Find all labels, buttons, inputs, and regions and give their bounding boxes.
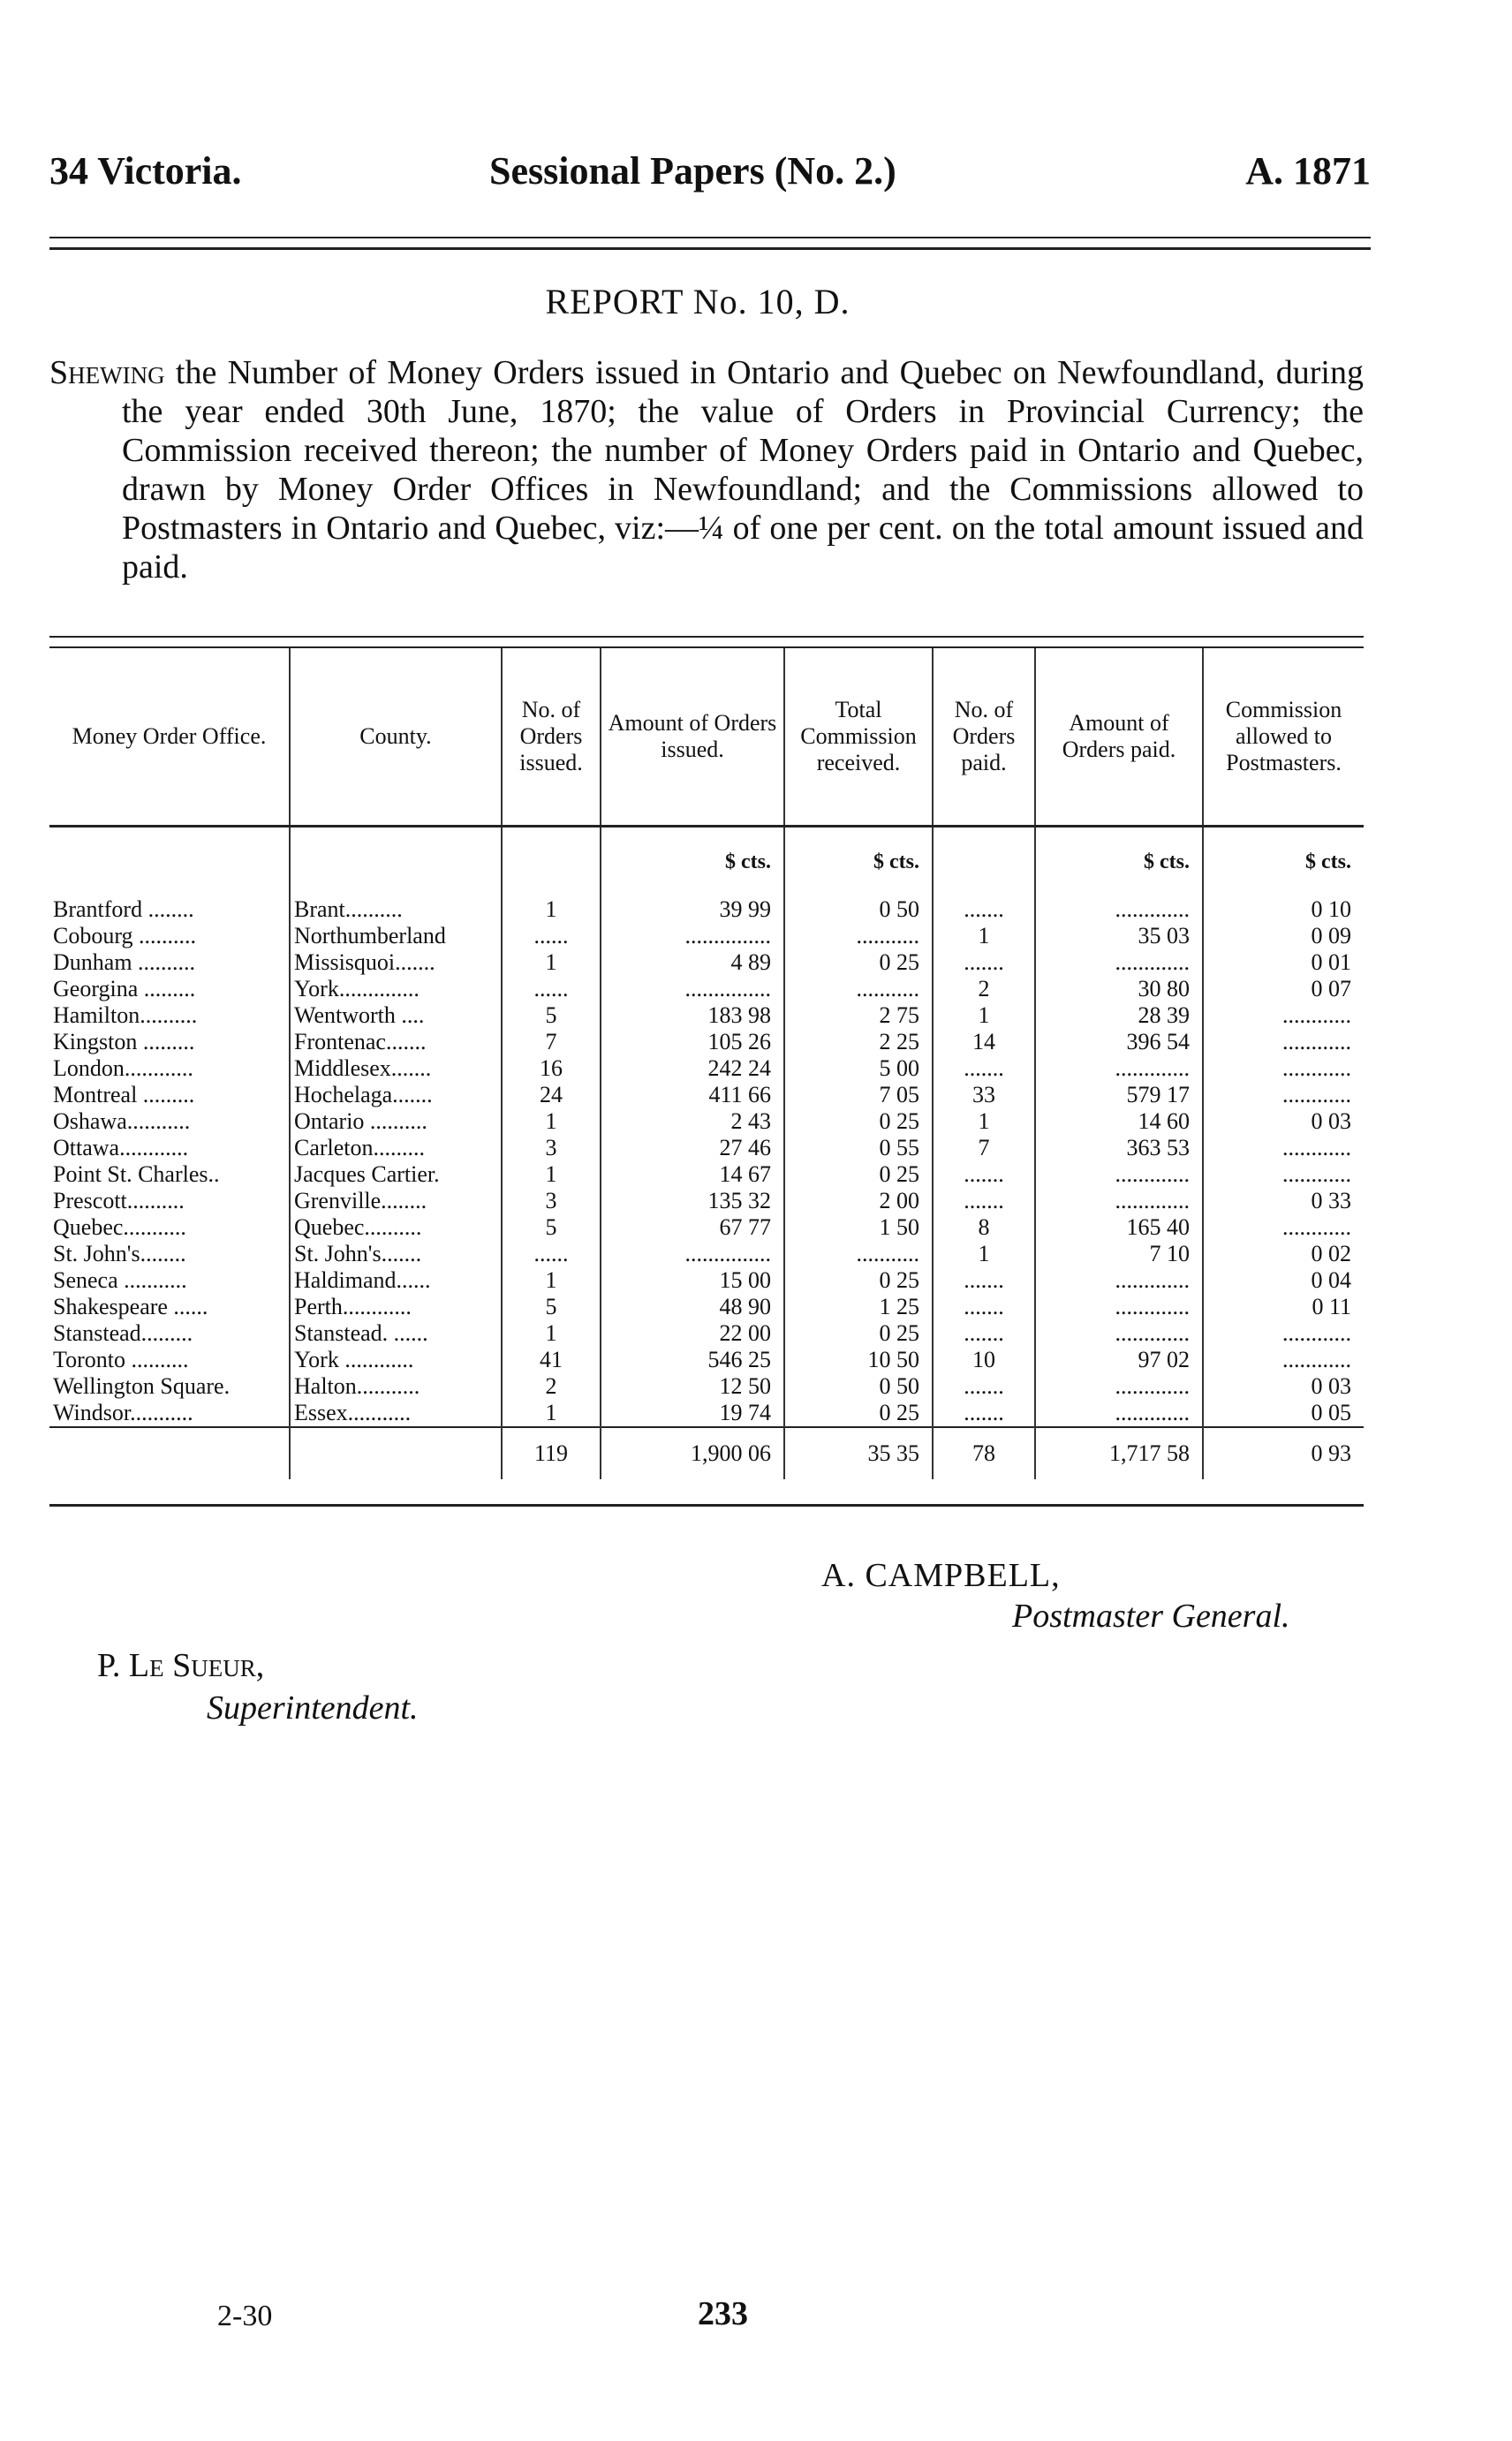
cell-amount-issued: 22 00 (601, 1320, 784, 1347)
cell-allowed: 0 02 (1203, 1241, 1364, 1267)
cell-allowed: ............ (1203, 1214, 1364, 1241)
cell-amount-paid: 7 10 (1035, 1241, 1203, 1267)
cell-amount-issued: 242 24 (601, 1055, 784, 1082)
cell-commission: 2 25 (784, 1029, 933, 1055)
cell-paid: 1 (933, 1002, 1035, 1029)
cell-paid: ....... (933, 1373, 1035, 1400)
cell-paid: 14 (933, 1029, 1035, 1055)
page-number: 233 (698, 2295, 748, 2332)
col-header-paid: No. of Orders paid. (933, 648, 1035, 827)
cell-commission: 10 50 (784, 1347, 933, 1373)
cell-county: Halton........... (290, 1373, 502, 1400)
cell-county: Wentworth .... (290, 1002, 502, 1029)
cell-office: Brantford ........ (53, 896, 194, 922)
cell-amount-issued: 105 26 (601, 1029, 784, 1055)
cell-amount-issued: 39 99 (601, 896, 784, 923)
cell-county: Carleton......... (290, 1135, 502, 1161)
cell-allowed: 0 01 (1203, 949, 1364, 976)
table-row (49, 1320, 1364, 1347)
running-header (49, 148, 1371, 201)
cell-issued: ...... (502, 1241, 601, 1267)
cell-amount-issued: ............... (601, 1241, 784, 1267)
cell-amount-paid: ............. (1035, 1294, 1203, 1320)
cell-office: Prescott.......... (53, 1188, 185, 1213)
table-row (49, 1082, 1364, 1108)
intro-lead: Shewing (49, 354, 165, 391)
cell-office: Wellington Square. (53, 1373, 231, 1399)
cell-issued: 7 (502, 1029, 601, 1055)
cell-paid: 33 (933, 1082, 1035, 1108)
cell-office: Shakespeare ...... (53, 1294, 208, 1319)
cell-issued: ...... (502, 976, 601, 1002)
table-row (49, 1241, 1364, 1267)
cell-county: Jacques Cartier. (290, 1161, 502, 1188)
cell-allowed: ............ (1203, 1029, 1364, 1055)
cell-allowed: 0 11 (1203, 1294, 1364, 1320)
cell-paid: ....... (933, 1267, 1035, 1294)
table-bottom-rule (49, 1504, 1364, 1514)
cell-allowed: 0 09 (1203, 923, 1364, 949)
cell-paid: ....... (933, 896, 1035, 923)
report-title: REPORT No. 10, D. (545, 282, 850, 321)
cell-amount-paid: 30 80 (1035, 976, 1203, 1002)
cell-allowed: 0 03 (1203, 1108, 1364, 1135)
table-row (49, 896, 1364, 923)
cell-commission: 0 25 (784, 1267, 933, 1294)
table-row (49, 976, 1364, 1002)
cell-amount-paid: 579 17 (1035, 1082, 1203, 1108)
cell-amount-issued: 12 50 (601, 1373, 784, 1400)
cell-office: Montreal ......... (53, 1082, 195, 1107)
table-row (49, 923, 1364, 949)
cell-allowed: ............ (1203, 1055, 1364, 1082)
col-header-county: County. (290, 648, 502, 827)
unit-dollars-cents: $ cts. (1203, 827, 1364, 897)
intro-paragraph (49, 353, 1364, 586)
total-issued: 119 (502, 1427, 601, 1479)
units-row (49, 827, 1364, 897)
cell-county: Middlesex....... (290, 1055, 502, 1082)
cell-paid: 7 (933, 1135, 1035, 1161)
cell-amount-issued: 67 77 (601, 1214, 784, 1241)
cell-issued: 24 (502, 1082, 601, 1108)
col-header-issued: No. of Orders issued. (502, 648, 601, 827)
cell-county: Frontenac....... (290, 1029, 502, 1055)
total-amount-issued: 1,900 06 (601, 1427, 784, 1479)
cell-commission: 0 25 (784, 1161, 933, 1188)
cell-county: York.............. (290, 976, 502, 1002)
cell-office: London............ (53, 1055, 193, 1081)
unit-dollars-cents: $ cts. (1035, 827, 1203, 897)
cell-paid: ....... (933, 949, 1035, 976)
total-paid: 78 (933, 1427, 1035, 1479)
cell-allowed: ............ (1203, 1002, 1364, 1029)
cell-county: Grenville........ (290, 1188, 502, 1214)
cell-commission: 0 50 (784, 896, 933, 923)
col-header-allowed: Commission allowed to Postmasters. (1203, 648, 1364, 827)
cell-amount-paid: ............. (1035, 896, 1203, 923)
postmaster-name: A. CAMPBELL, (821, 1557, 1061, 1594)
cell-amount-paid: 97 02 (1035, 1347, 1203, 1373)
cell-office: Quebec........... (53, 1214, 186, 1240)
cell-county: Hochelaga....... (290, 1082, 502, 1108)
cell-allowed: ............ (1203, 1347, 1364, 1373)
superintendent-name: P. Le Sueur, (97, 1647, 265, 1684)
table-row (49, 1400, 1364, 1427)
unit-dollars-cents: $ cts. (784, 827, 933, 897)
cell-amount-paid: ............. (1035, 1400, 1203, 1427)
intro-text: the Number of Money Orders issued in Ontario and Quebec on Newfoundland, during the year ended 30th June, 1870; the value of Orders in Provincial Currency; the Commission received thereon; the number of Money Orders paid in Ontario and Quebec, drawn by Money Order Offices in Newfoundland; and the Commissions allowed to Postmasters in Ontario and Quebec, viz:—¼ of one per cent. on the total amount issued and paid. (122, 354, 1364, 586)
cell-commission: 1 25 (784, 1294, 933, 1320)
postmaster-signature (821, 1556, 1351, 1636)
cell-amount-paid: ............. (1035, 949, 1203, 976)
cell-amount-issued: 19 74 (601, 1400, 784, 1427)
cell-issued: 1 (502, 1108, 601, 1135)
table-row (49, 1055, 1364, 1082)
cell-amount-issued: 546 25 (601, 1347, 784, 1373)
header-session: 34 Victoria. (49, 149, 242, 193)
total-amount-paid: 1,717 58 (1035, 1427, 1203, 1479)
cell-office: Windsor........... (53, 1400, 193, 1425)
cell-amount-issued: 135 32 (601, 1188, 784, 1214)
header-title: Sessional Papers (No. 2.) (489, 149, 896, 193)
table-row (49, 1108, 1364, 1135)
cell-paid: 8 (933, 1214, 1035, 1241)
cell-amount-issued: ............... (601, 923, 784, 949)
cell-commission: 2 00 (784, 1188, 933, 1214)
cell-office: Ottawa............ (53, 1135, 189, 1160)
cell-commission: 0 25 (784, 949, 933, 976)
cell-amount-paid: ............. (1035, 1055, 1203, 1082)
cell-commission: 0 55 (784, 1135, 933, 1161)
cell-office: Kingston ......... (53, 1029, 195, 1054)
cell-amount-issued: 183 98 (601, 1002, 784, 1029)
cell-allowed: ............ (1203, 1161, 1364, 1188)
cell-paid: 2 (933, 976, 1035, 1002)
cell-paid: 10 (933, 1347, 1035, 1373)
cell-issued: 5 (502, 1294, 601, 1320)
cell-county: Ontario .......... (290, 1108, 502, 1135)
cell-office: Toronto .......... (53, 1347, 189, 1372)
cell-allowed: 0 04 (1203, 1267, 1364, 1294)
cell-allowed: ............ (1203, 1135, 1364, 1161)
cell-paid: 1 (933, 923, 1035, 949)
superintendent-signature (97, 1646, 627, 1727)
col-header-amount-paid: Amount of Orders paid. (1035, 648, 1203, 827)
cell-allowed: 0 05 (1203, 1400, 1364, 1427)
table-row (49, 1267, 1364, 1294)
cell-office: Point St. Charles.. (53, 1161, 220, 1187)
cell-commission: 0 50 (784, 1373, 933, 1400)
cell-commission: 0 25 (784, 1400, 933, 1427)
table-row (49, 1188, 1364, 1214)
total-commission: 35 35 (784, 1427, 933, 1479)
cell-office: St. John's........ (53, 1241, 186, 1266)
cell-amount-paid: ............. (1035, 1188, 1203, 1214)
cell-commission: ........... (784, 1241, 933, 1267)
cell-county: Stanstead. ...... (290, 1320, 502, 1347)
table-row (49, 1347, 1364, 1373)
col-header-amount-issued: Amount of Orders issued. (601, 648, 784, 827)
cell-paid: ....... (933, 1161, 1035, 1188)
cell-amount-paid: 14 60 (1035, 1108, 1203, 1135)
cell-amount-issued: 411 66 (601, 1082, 784, 1108)
cell-commission: 5 00 (784, 1055, 933, 1082)
cell-amount-issued: 15 00 (601, 1267, 784, 1294)
cell-county: Northumberland (290, 923, 502, 949)
cell-county: Perth............ (290, 1294, 502, 1320)
cell-office: Seneca ........... (53, 1267, 187, 1293)
cell-county: York ............ (290, 1347, 502, 1373)
cell-amount-paid: 396 54 (1035, 1029, 1203, 1055)
cell-issued: 1 (502, 1161, 601, 1188)
table-row (49, 1373, 1364, 1400)
cell-paid: ....... (933, 1055, 1035, 1082)
cell-amount-paid: 28 39 (1035, 1002, 1203, 1029)
cell-paid: ....... (933, 1400, 1035, 1427)
cell-amount-issued: 27 46 (601, 1135, 784, 1161)
total-allowed: 0 93 (1203, 1427, 1364, 1479)
cell-issued: 1 (502, 896, 601, 923)
cell-amount-paid: 165 40 (1035, 1214, 1203, 1241)
cell-allowed: 0 10 (1203, 896, 1364, 923)
cell-amount-issued: 2 43 (601, 1108, 784, 1135)
cell-office: Cobourg .......... (53, 923, 197, 948)
header-rule (49, 237, 1371, 250)
cell-issued: 16 (502, 1055, 601, 1082)
postmaster-role: Postmaster General. (1012, 1598, 1290, 1635)
superintendent-role: Superintendent. (207, 1689, 419, 1727)
cell-issued: ...... (502, 923, 601, 949)
cell-issued: 1 (502, 1267, 601, 1294)
cell-county: Haldimand...... (290, 1267, 502, 1294)
cell-paid: ....... (933, 1294, 1035, 1320)
table-header-row (49, 648, 1364, 827)
cell-amount-paid: ............. (1035, 1373, 1203, 1400)
cell-commission: 7 05 (784, 1082, 933, 1108)
cell-county: St. John's....... (290, 1241, 502, 1267)
cell-issued: 1 (502, 949, 601, 976)
cell-issued: 5 (502, 1002, 601, 1029)
cell-office: Georgina ......... (53, 976, 196, 1001)
header-year: A. 1871 (1245, 149, 1371, 193)
table-row (49, 1161, 1364, 1188)
cell-allowed: 0 03 (1203, 1373, 1364, 1400)
footer-signature-mark: 2-30 (217, 2300, 273, 2332)
cell-commission: 2 75 (784, 1002, 933, 1029)
table-row (49, 1214, 1364, 1241)
cell-amount-paid: 35 03 (1035, 923, 1203, 949)
cell-county: Missisquoi....... (290, 949, 502, 976)
col-header-commission: Total Commission received. (784, 648, 933, 827)
cell-amount-paid: ............. (1035, 1320, 1203, 1347)
cell-paid: 1 (933, 1241, 1035, 1267)
cell-amount-paid: ............. (1035, 1267, 1203, 1294)
table-row (49, 1135, 1364, 1161)
cell-amount-issued: 4 89 (601, 949, 784, 976)
cell-county: Essex........... (290, 1400, 502, 1427)
cell-office: Oshawa........... (53, 1108, 191, 1134)
table-row (49, 1029, 1364, 1055)
cell-paid: ....... (933, 1188, 1035, 1214)
cell-issued: 41 (502, 1347, 601, 1373)
cell-amount-paid: ............. (1035, 1161, 1203, 1188)
cell-office: Hamilton.......... (53, 1002, 198, 1028)
cell-commission: 0 25 (784, 1108, 933, 1135)
cell-amount-issued: 48 90 (601, 1294, 784, 1320)
cell-amount-issued: ............... (601, 976, 784, 1002)
cell-commission: ........... (784, 923, 933, 949)
col-header-office: Money Order Office. (72, 723, 267, 749)
cell-office: Dunham .......... (53, 949, 196, 975)
cell-allowed: 0 07 (1203, 976, 1364, 1002)
table-top-rule (49, 636, 1364, 648)
unit-dollars-cents: $ cts. (601, 827, 784, 897)
cell-amount-paid: 363 53 (1035, 1135, 1203, 1161)
cell-issued: 3 (502, 1135, 601, 1161)
cell-commission: 1 50 (784, 1214, 933, 1241)
cell-issued: 1 (502, 1400, 601, 1427)
cell-amount-issued: 14 67 (601, 1161, 784, 1188)
table-row (49, 949, 1364, 976)
cell-county: Quebec.......... (290, 1214, 502, 1241)
cell-allowed: ............ (1203, 1082, 1364, 1108)
cell-issued: 5 (502, 1214, 601, 1241)
cell-office: Stanstead......... (53, 1320, 193, 1346)
money-order-table (49, 636, 1364, 1514)
cell-paid: 1 (933, 1108, 1035, 1135)
table-row (49, 1002, 1364, 1029)
cell-issued: 2 (502, 1373, 601, 1400)
cell-issued: 3 (502, 1188, 601, 1214)
cell-commission: ........... (784, 976, 933, 1002)
cell-commission: 0 25 (784, 1320, 933, 1347)
cell-issued: 1 (502, 1320, 601, 1347)
cell-paid: ....... (933, 1320, 1035, 1347)
table-row (49, 1294, 1364, 1320)
cell-allowed: ............ (1203, 1320, 1364, 1347)
cell-county: Brant.......... (290, 896, 502, 923)
cell-allowed: 0 33 (1203, 1188, 1364, 1214)
totals-row (49, 1427, 1364, 1479)
